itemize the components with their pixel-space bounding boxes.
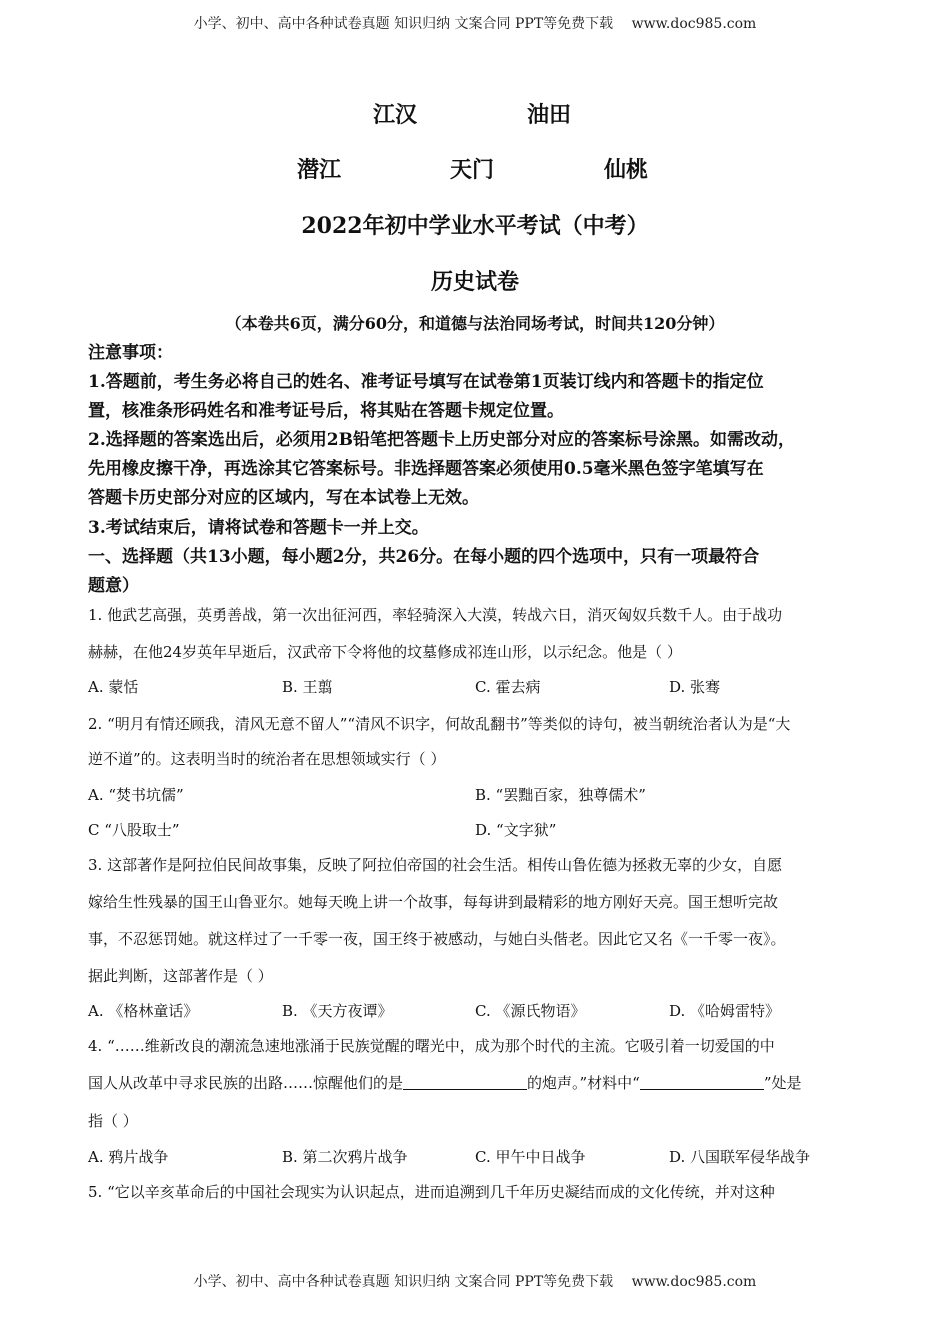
question-4-line-2 — [88, 1070, 878, 1096]
header-text: 小学、初中、高中各种试卷真题 知识归纳 文案合同 PPT等免费下载 — [193, 16, 614, 32]
question-4-option-b[interactable]: B. 第二次鸦片战争 — [282, 1148, 408, 1166]
question-2-line-1: 2. “明月有情还顾我，清风无意不留人”“清风不识字，何故乱翻书”等类似的诗句，被当朝统治者认为是“大 — [88, 715, 791, 733]
instruction-3: 3.考试结束后，请将试卷和答题卡一并上交。 — [88, 518, 429, 538]
question-5-line-1: 5. “它以辛亥革命后的中国社会现实为认识起点，进而追溯到几千年历史凝结而成的文化传统，并对这种 — [88, 1183, 775, 1201]
question-3-option-a[interactable]: A. 《格林童话》 — [88, 1002, 199, 1020]
section-1-heading-line-1: 一、选择题（共13小题，每小题2分，共26分。在每小题的四个选项中，只有一项最符合 — [88, 547, 760, 567]
question-2-options-row-2 — [88, 817, 878, 843]
region-jianghan: 江汉 — [373, 102, 418, 128]
instruction-1-line-2: 置，核准条形码姓名和准考证号后，将其贴在答题卡规定位置。 — [88, 401, 564, 421]
instruction-2-line-1: 2.选择题的答案选出后，必须用2B铅笔把答题卡上历史部分对应的答案标号涂黑。如需改动， — [88, 430, 795, 450]
footer-site-link[interactable]: www.doc985.com — [631, 1274, 757, 1290]
question-3-line-1: 3. 这部著作是阿拉伯民间故事集，反映了阿拉伯帝国的社会生活。相传山鲁佐德为拯救无辜的少女，自愿 — [88, 856, 783, 874]
question-3-line-2: 嫁给生性残暴的国王山鲁亚尔。她每天晚上讲一个故事，每每讲到最精彩的地方刚好天亮。国王想听完故 — [88, 893, 779, 911]
question-4-option-d[interactable]: D. 八国联军侵华战争 — [669, 1148, 811, 1166]
region-row-2 — [0, 153, 950, 183]
question-2-option-a[interactable]: A. “焚书坑儒” — [88, 786, 184, 804]
answer-blank-1[interactable] — [403, 1073, 527, 1090]
footer-text: 小学、初中、高中各种试卷真题 知识归纳 文案合同 PPT等免费下载 — [193, 1274, 614, 1290]
region-row-1 — [0, 98, 950, 128]
question-1-option-b[interactable]: B. 王翦 — [282, 678, 333, 696]
page-header — [0, 13, 950, 33]
question-3-line-4: 据此判断，这部著作是（ ） — [88, 967, 273, 985]
region-qianjiang: 潜江 — [297, 157, 342, 183]
question-1-option-d[interactable]: D. 张骞 — [669, 678, 721, 696]
question-3-option-b[interactable]: B. 《天方夜谭》 — [282, 1002, 393, 1020]
header-site-link[interactable]: www.doc985.com — [631, 16, 757, 32]
exam-note: （本卷共6页，满分60分，和道德与法治同场考试，时间共120分钟） — [225, 314, 725, 333]
question-2-line-2: 逆不道”的。这表明当时的统治者在思想领域实行（ ） — [88, 750, 446, 768]
question-4-line-3: 指（ ） — [88, 1112, 138, 1130]
question-4-line-2-text-b: 的炮声。”材料中“ — [527, 1074, 640, 1092]
question-4-options — [88, 1144, 878, 1170]
question-2-options-row-1 — [88, 782, 878, 808]
exam-title: 2022年初中学业水平考试（中考） — [301, 213, 649, 239]
question-4-line-1: 4. “……维新改良的潮流急速地涨涌于民族觉醒的曙光中，成为那个时代的主流。它吸引着一切爱国的中 — [88, 1037, 775, 1055]
question-2-option-c[interactable]: C “八股取士” — [88, 821, 180, 839]
subject-title: 历史试卷 — [430, 269, 519, 295]
question-3-options — [88, 998, 878, 1024]
question-2-option-d[interactable]: D. “文字狱” — [475, 821, 557, 839]
question-4-option-a[interactable]: A. 鸦片战争 — [88, 1148, 169, 1166]
question-4-line-2-text-c: ”处是 — [763, 1074, 802, 1092]
region-youtian: 油田 — [527, 102, 572, 128]
question-1-option-c[interactable]: C. 霍去病 — [475, 678, 541, 696]
region-tianmen: 天门 — [450, 157, 495, 183]
question-3-option-d[interactable]: D. 《哈姆雷特》 — [669, 1002, 781, 1020]
instructions-heading: 注意事项： — [88, 343, 173, 363]
answer-blank-2[interactable] — [640, 1073, 764, 1090]
question-3-option-c[interactable]: C. 《源氏物语》 — [475, 1002, 586, 1020]
instruction-2-line-2: 先用橡皮擦干净，再选涂其它答案标号。非选择题答案必须使用0.5毫米黑色签字笔填写在 — [88, 459, 764, 479]
instruction-1-line-1: 1.答题前，考生务必将自己的姓名、准考证号填写在试卷第1页装订线内和答题卡的指定位 — [88, 372, 764, 392]
question-1-option-a[interactable]: A. 蒙恬 — [88, 678, 139, 696]
question-1-line-1: 1. 他武艺高强，英勇善战，第一次出征河西，率轻骑深入大漠，转战六日，消灭匈奴兵数千人。由于战功 — [88, 606, 783, 624]
section-1-heading-line-2: 题意） — [88, 576, 139, 596]
question-4-line-2-text-a: 国人从改革中寻求民族的出路……惊醒他们的是 — [88, 1074, 404, 1092]
question-4-option-c[interactable]: C. 甲午中日战争 — [475, 1148, 586, 1166]
question-3-line-3: 事，不忍惩罚她。就这样过了一千零一夜，国王终于被感动，与她白头偕老。因此它又名《一千零一夜》。 — [88, 930, 786, 948]
region-xiantao: 仙桃 — [604, 157, 649, 183]
question-1-line-2: 赫赫，在他24岁英年早逝后，汉武帝下令将他的坟墓修成祁连山形，以示纪念。他是（ ） — [88, 643, 682, 661]
question-1-options — [88, 674, 878, 700]
instruction-2-line-3: 答题卡历史部分对应的区域内，写在本试卷上无效。 — [88, 488, 479, 508]
page-footer — [0, 1271, 950, 1291]
question-2-option-b[interactable]: B. “罢黜百家，独尊儒术” — [475, 786, 646, 804]
